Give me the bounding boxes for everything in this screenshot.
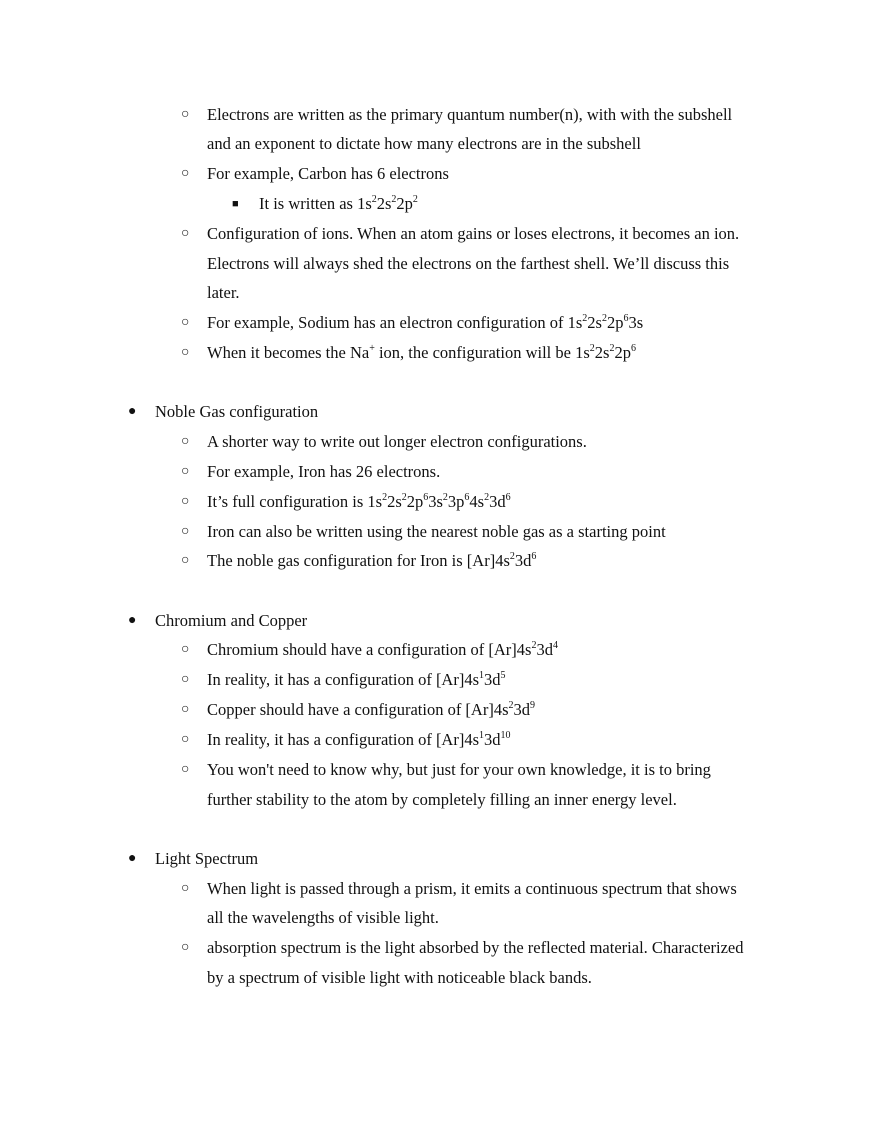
section-heading: Light Spectrum	[155, 849, 259, 868]
circle-bullet-icon: ○	[181, 762, 190, 777]
list-item-text-chromium-actual: In reality, it has a configuration of $[Ar]4s^13d^5$	[207, 669, 506, 689]
circle-bullet-icon: ○	[181, 434, 190, 449]
section-heading: Noble Gas configuration	[155, 402, 319, 421]
circle-bullet-icon: ○	[181, 226, 190, 241]
list-item-text: Electrons are written as the primary quantum number(n), with with the subshell	[207, 105, 733, 124]
list-item-text-sodium-ion-config: When it becomes the Na+ ion, the configuration will be $1s^22s^22p^6$	[207, 342, 636, 362]
circle-bullet-icon: ○	[181, 940, 190, 955]
list-item-text-copper-expected: Copper should have a configuration of $[Ar]4s^23d^9$	[207, 699, 536, 719]
list-item-text-copper-actual: In reality, it has a configuration of $[Ar]4s^13d^{10}$	[207, 729, 511, 749]
square-bullet-icon: ■	[232, 198, 239, 210]
section-heading: Chromium and Copper	[155, 611, 308, 630]
list-item-text: Iron can also be written using the nearest noble gas as a starting point	[207, 522, 666, 541]
circle-bullet-icon: ○	[181, 345, 190, 360]
list-item-text: For example, Iron has 26 electrons.	[207, 462, 441, 481]
list-item-text-continued: by a spectrum of visible light with noticeable black bands.	[207, 968, 592, 987]
list-item-text-iron-full-config: It’s full configuration is $1s^22s^22p^63s^23p^64s^23d^6$	[207, 491, 511, 511]
list-item-text: You won't need to know why, but just for your own knowledge, it is to bring	[207, 760, 711, 779]
bullet-icon: ●	[128, 613, 137, 628]
list-item-text: For example, Carbon has 6 electrons	[207, 164, 449, 183]
list-item-text-continued: all the wavelengths of visible light.	[207, 908, 439, 927]
circle-bullet-icon: ○	[181, 732, 190, 747]
circle-bullet-icon: ○	[181, 464, 190, 479]
list-item-text-carbon-config: It is written as $1s^22s^22p^2$	[259, 193, 418, 213]
circle-bullet-icon: ○	[181, 702, 190, 717]
list-item-text-continued: further stability to the atom by completely filling an inner energy level.	[207, 790, 677, 809]
list-item-text-sodium-config: For example, Sodium has an electron configuration of $1s^22s^22p^63s$	[207, 312, 644, 332]
list-item-text-continued: Electrons will always shed the electrons on the farthest shell. We’ll discuss this	[207, 254, 730, 273]
list-item-text: absorption spectrum is the light absorbed by the reflected material. Characterized	[207, 938, 744, 957]
list-item-text-continued: and an exponent to dictate how many electrons are in the subshell	[207, 134, 641, 153]
list-item-text-iron-noble-config: The noble gas configuration for Iron is $[Ar]4s^23d^6$	[207, 550, 537, 570]
circle-bullet-icon: ○	[181, 881, 190, 896]
circle-bullet-icon: ○	[181, 107, 190, 122]
circle-bullet-icon: ○	[181, 166, 190, 181]
circle-bullet-icon: ○	[181, 494, 190, 509]
bullet-icon: ●	[128, 404, 137, 419]
circle-bullet-icon: ○	[181, 315, 190, 330]
circle-bullet-icon: ○	[181, 524, 190, 539]
list-item-text: Configuration of ions. When an atom gains or loses electrons, it becomes an ion.	[207, 224, 740, 243]
circle-bullet-icon: ○	[181, 672, 190, 687]
bullet-icon: ●	[128, 851, 137, 866]
circle-bullet-icon: ○	[181, 642, 190, 657]
circle-bullet-icon: ○	[181, 553, 190, 568]
list-item-text-continued: later.	[207, 283, 240, 302]
list-item-text-chromium-expected: Chromium should have a configuration of $[Ar]4s^23d^4$	[207, 639, 558, 659]
list-item-text: A shorter way to write out longer electron configurations.	[207, 432, 587, 451]
list-item-text: When light is passed through a prism, it emits a continuous spectrum that shows	[207, 879, 737, 898]
